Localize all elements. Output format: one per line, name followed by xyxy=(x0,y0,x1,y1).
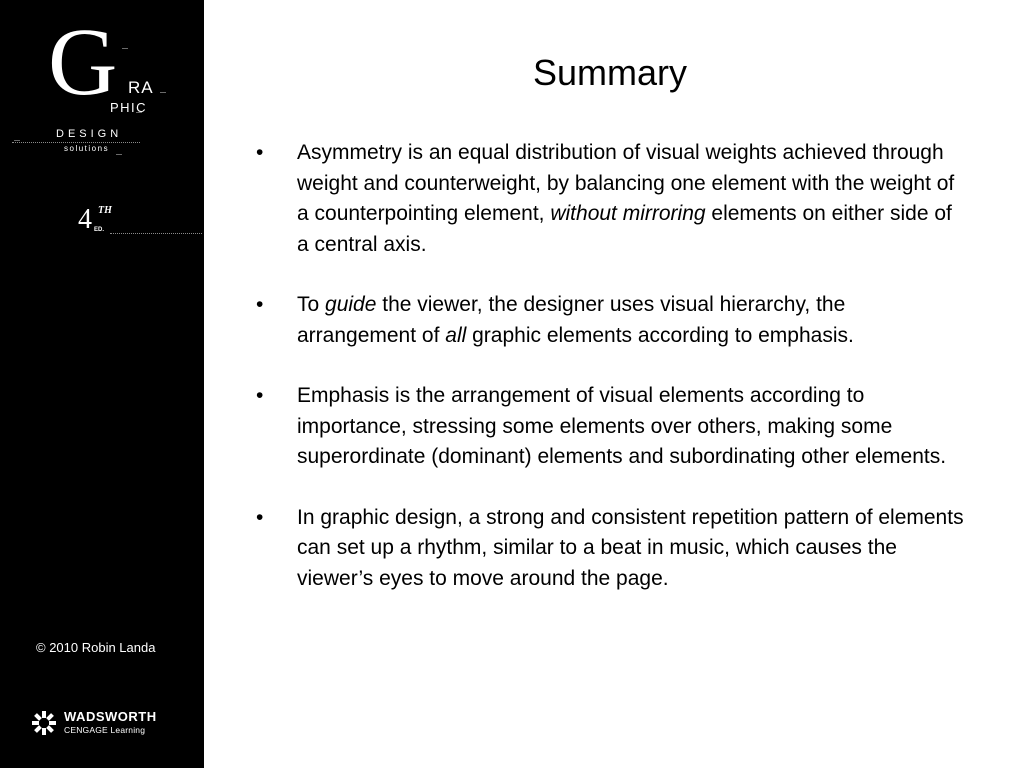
bullet-item xyxy=(256,381,968,473)
bullet-text: In graphic design, a strong and consistent repetition pattern of elements can set up a rhythm, similar to a beat in music, which causes the viewer’s eyes to move around the page. xyxy=(297,505,964,590)
logo-edition-label: ED. xyxy=(94,227,105,233)
bullet-text: the viewer, the designer uses visual hierarchy, the arrangement of xyxy=(297,293,846,347)
logo-tick xyxy=(122,48,128,49)
logo-tick xyxy=(116,154,122,155)
logo-tick xyxy=(14,140,20,141)
bullet-text: Asymmetry is an equal distribution of visual weights achieved through weight and counterweight, by balancing one element with the weight of a counterpointing element, xyxy=(297,141,955,225)
bullet-item xyxy=(256,138,968,260)
logo-rule xyxy=(12,142,140,143)
logo-design: DESIGN xyxy=(56,128,123,140)
slide-title: Summary xyxy=(532,52,688,93)
bullet-marker: • xyxy=(256,384,264,407)
publisher-subtitle: CENGAGE Learning xyxy=(64,725,146,735)
publisher-name: WADSWORTH xyxy=(64,709,157,724)
bullet-emphasis: all xyxy=(445,323,467,347)
logo-edition-number: 4 xyxy=(78,204,92,235)
logo-solutions: solutions xyxy=(64,144,110,153)
bullet-text: elements on either side of a central axis. xyxy=(297,202,952,256)
bullet-list xyxy=(256,138,968,624)
logo-tick xyxy=(160,92,166,93)
logo-rule xyxy=(110,233,202,234)
logo-ra: RA xyxy=(128,78,154,97)
bullet-text: graphic elements according to emphasis. xyxy=(466,323,854,347)
logo-edition-suffix: TH xyxy=(98,205,112,216)
bullet-emphasis: guide xyxy=(325,293,377,316)
bullet-marker: • xyxy=(256,293,264,316)
bullet-item xyxy=(256,503,968,595)
logo-tick xyxy=(136,112,142,113)
bullet-marker: • xyxy=(256,505,264,529)
sidebar xyxy=(0,0,204,768)
bullet-text: To xyxy=(297,293,326,316)
bullet-emphasis: without mirroring xyxy=(550,202,706,225)
bullet-item xyxy=(256,290,968,351)
starburst-icon xyxy=(30,709,58,742)
publisher-logo xyxy=(30,706,176,740)
copyright-notice: © 2010 Robin Landa xyxy=(36,640,156,655)
logo-letter-g: G xyxy=(48,8,118,115)
bullet-marker: • xyxy=(256,141,264,164)
logo-phic: PHIC xyxy=(110,100,148,115)
bullet-text: Emphasis is the arrangement of visual elements according to importance, stressing some elements over others, making some superordinate (dominant) elements and subordinating other elements. xyxy=(297,384,947,468)
